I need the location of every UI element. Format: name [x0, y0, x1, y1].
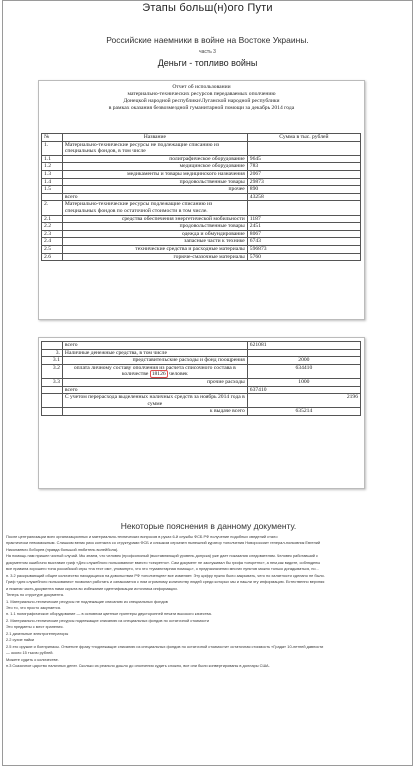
- row-number: 2.: [42, 201, 63, 215]
- notes-line: п.3 Сказочное царство наличных денег. Сколько из реально дошло до ополчения судить сложно, все они были конвертированы в доллары США.: [6, 663, 270, 669]
- row-number: 3.1: [42, 357, 63, 365]
- row-name: к выдаче всего: [62, 408, 247, 416]
- report-document-page-2: [38, 337, 365, 489]
- row-name-part: человек: [167, 371, 188, 378]
- row-number: 1.2: [42, 163, 63, 171]
- notes-line: На помощь нам пришел чистый случай. Мы знаем, что человек (профсоюзный (выставляющий уровень допуска) уже дает показания следователям. Человек работавший с: [6, 553, 318, 559]
- notes-line: Это предметы с мест хранения.: [6, 624, 64, 630]
- row-value: 29873: [247, 178, 360, 186]
- table-row: [42, 364, 361, 378]
- row-value: 596873: [247, 245, 360, 253]
- row-value: 2451: [247, 223, 360, 231]
- notes-line: 2. Материально-технические ресурсы подлежащие списанию из специальных фондов по остаточной стоимости: [6, 617, 210, 623]
- report-table: [41, 133, 361, 261]
- row-name: [62, 364, 247, 378]
- table-row: [42, 357, 361, 365]
- table-header-row: [42, 134, 361, 142]
- row-name: полиграфическое оборудование: [62, 155, 247, 163]
- row-value: 8067: [247, 230, 360, 238]
- notes-line: 1. Материально-технические ресурсы не подлежащие списанию из специальных фондов: [6, 598, 168, 604]
- table-row: [42, 178, 361, 186]
- report-heading-line: материально-технических ресурсов передаваемых ополчению: [127, 91, 276, 97]
- table-row: [42, 186, 361, 194]
- row-number: 3.: [42, 349, 63, 357]
- personnel-count-highlight: 18126: [151, 371, 166, 378]
- column-header-name: Название: [62, 134, 247, 142]
- page-subtitle: Российские наемники в войне на Востоке Украины.: [106, 35, 309, 45]
- row-value: 2000: [247, 357, 360, 365]
- row-number: 2.5: [42, 245, 63, 253]
- row-number: 2.3: [42, 230, 63, 238]
- row-name: запасные части к технике: [62, 238, 247, 246]
- row-number: 1.: [42, 141, 63, 155]
- row-value: 1000: [247, 378, 360, 386]
- page-title: Этапы больш(н)ого Пути: [142, 2, 273, 14]
- row-name: Наличные денежные средства, в том числе: [62, 349, 247, 357]
- row-name: одежда и обмундирование: [62, 230, 247, 238]
- row-number: 2.6: [42, 253, 63, 261]
- notes-line: После централизации всех организационных и материально-технических вопросов в руках 6-й службы ФСБ РФ получение подобных сведений стало: [6, 534, 278, 539]
- row-value: 6743: [247, 238, 360, 246]
- section-title: Деньги - топливо войны: [157, 58, 258, 68]
- report-heading: [39, 81, 364, 112]
- row-number: 1.3: [42, 170, 63, 178]
- row-name: всего: [62, 342, 247, 350]
- row-number: 3.3: [42, 378, 63, 386]
- part-label: часть 3: [199, 49, 216, 55]
- row-number: 2.2: [42, 223, 63, 231]
- notes-title: Некоторые пояснения в данному документу.: [120, 521, 297, 531]
- table-row: [42, 215, 361, 223]
- table-row: [42, 245, 361, 253]
- row-value: 43258: [247, 193, 360, 201]
- row-name: технические средства и расходные материалы: [62, 245, 247, 253]
- notes-line: Гриф «для служебного пользования» позволил работать и ознакомится с ним огромному количеству людей среди которых мы и нашли эту информацию. Естественно верхняя: [6, 579, 325, 585]
- notes-line: практически невозможным. Слишком велик риск контакта со структурами ФСБ и слишком серьезен нынешний куратор «ополчения Новороссии» генерал-полковник Евгений: [6, 540, 321, 546]
- table-row: [42, 386, 361, 394]
- row-value: 637410: [247, 386, 360, 394]
- row-name: представительские расходы и фонд поощрения: [62, 357, 247, 365]
- row-number: [42, 193, 63, 201]
- row-value: [247, 141, 360, 155]
- row-name: медицинское оборудование: [62, 163, 247, 171]
- row-value: 783: [247, 163, 360, 171]
- notes-line: все правила хорошего тона российской игры «на тест им», упоминуто, что это «гуманитарная помощь», о предназначении многих пунктов можно только догадываться, но...: [6, 566, 319, 572]
- report-heading-line: Донецкой народной республики\Луганской народной республики: [123, 98, 280, 104]
- row-value: 634410: [247, 364, 360, 378]
- report-heading-line: Отчет об использовании: [172, 84, 231, 90]
- row-value: 5760: [247, 253, 360, 261]
- notes-line: Теперь по структуре документа.: [6, 592, 64, 598]
- table-row: [42, 342, 361, 350]
- row-value: 635214: [247, 408, 360, 416]
- report-document-page-1: [38, 80, 365, 320]
- row-name: продовольственные товары: [62, 178, 247, 186]
- row-number: 1.4: [42, 178, 63, 186]
- row-value: 2196: [247, 394, 360, 408]
- table-row: [42, 230, 361, 238]
- table-row: [42, 253, 361, 261]
- row-value: 9645: [247, 155, 360, 163]
- table-row: [42, 155, 361, 163]
- row-number: [42, 386, 63, 394]
- table-row: [42, 201, 361, 215]
- report-table-continued: [41, 341, 361, 416]
- notes-line: 2.5 это оружие и боеприпасы. Отметьте фразу «подлежащие списанию из специальных фондов по остаточной стоимости» остаточная стоимость «Града» 10-летней давности: [6, 643, 324, 649]
- table-row: [42, 378, 361, 386]
- notes-line: Можете судить о количестве.: [6, 656, 59, 662]
- row-name: Материально-технические ресурсы не подлежащие списанию из специальных фондов, в том числе: [62, 141, 247, 155]
- row-number: [42, 408, 63, 416]
- notes-line: 2.2 сухие пайки: [6, 637, 35, 643]
- row-value: 621081: [247, 342, 360, 350]
- row-number: 3.2: [42, 364, 63, 378]
- table-row: [42, 170, 361, 178]
- row-number: 1.5: [42, 186, 63, 194]
- notes-line: 2.1 дизельные электрогенераторы: [6, 630, 69, 636]
- row-number: [42, 394, 63, 408]
- row-name: прочее: [62, 186, 247, 194]
- column-header-sum: Сумма в тыс. рублей: [247, 134, 360, 142]
- notes-line: — около 15 тысяч рублей.: [6, 650, 54, 656]
- row-name: продовольственные товары: [62, 223, 247, 231]
- row-value: 1187: [247, 215, 360, 223]
- row-number: 1.1: [42, 155, 63, 163]
- table-row: [42, 223, 361, 231]
- row-name: Материально-технические ресурсы подлежащие списанию из специальных фондов по остаточной стоимости в том числе.: [62, 201, 247, 215]
- row-number: 2.1: [42, 215, 63, 223]
- row-name: горюче-смазочные материалы: [62, 253, 247, 261]
- table-row: [42, 349, 361, 357]
- row-value: 890: [247, 186, 360, 194]
- row-number: [42, 342, 63, 350]
- notes-line: документом ошибочно выставил гриф «Для служебного пользования» вместо «секретно». Сам документ не заслуживал бы грифа «секретно», а нем,как видите, соблюдены: [6, 559, 321, 565]
- row-name-part: оплата личному составу ополчения из расчета списочного состава в количестве: [73, 364, 236, 378]
- notes-line: п. 1.1 полиграфическое оборудование — в основном цветные принтеры двусторонней печати высокого качества.: [6, 611, 212, 617]
- table-row: [42, 238, 361, 246]
- row-value: [247, 349, 360, 357]
- table-row: [42, 193, 361, 201]
- row-name: С учетом перерасхода выделенных наличных средств за ноябрь 2014 года в сумме: [62, 394, 247, 408]
- notes-line: п. 3.2 раскрывающий общее количество находящихся на довольствии РФ «ополченцев» все изменяет. Эту цифру нужно было закрывать, чего по халатности сделано не было.: [6, 572, 325, 578]
- notes-line: Это то, что просто закупается.: [6, 604, 62, 610]
- row-name: всего: [62, 193, 247, 201]
- row-name: медикаменты и товары медицинского назначения: [62, 170, 247, 178]
- notes-line: Николаевич Лоборев (правда большой любитель волейбола).: [6, 546, 119, 552]
- row-name: всего: [62, 386, 247, 394]
- row-number: 2.4: [42, 238, 63, 246]
- table-row: [42, 394, 361, 408]
- row-value: [247, 201, 360, 215]
- notes-line: и нижняя часть документа нами скрыта во избежание идентификации источника информации.: [6, 585, 178, 591]
- row-value: 2067: [247, 170, 360, 178]
- table-row: [42, 163, 361, 171]
- table-row: [42, 408, 361, 416]
- table-row: [42, 141, 361, 155]
- report-heading-line: в рамках оказания безвозмездной гуманитарной помощи за декабрь 2014 года: [108, 105, 295, 111]
- notes-text: [6, 534, 408, 670]
- row-name: прочие расходы: [62, 378, 247, 386]
- row-name: средства обеспечения энергетической мобильности: [62, 215, 247, 223]
- column-header-number: №: [42, 134, 63, 142]
